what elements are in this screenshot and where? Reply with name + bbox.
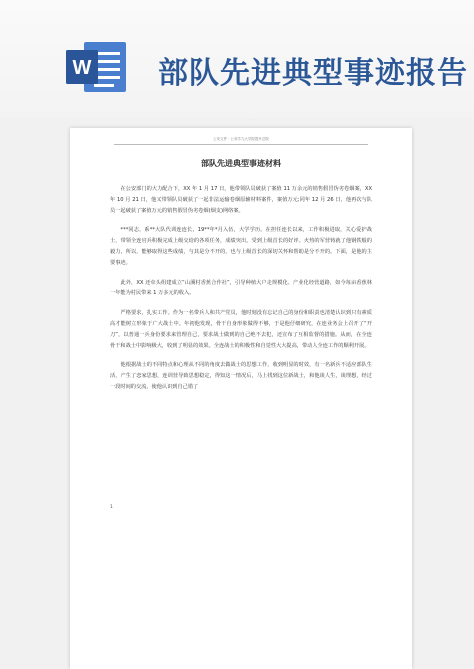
paragraph: 在公安部门的大力配合下，XX 年 1 月 17 日，他带领队员破获了案值 11 万余元的销售假冒伪劣卷烟案，XX 年 10 月 21 日，他又带领队员破获了一起非法运输卷烟原辅材料案件，案值万元;同年 12 月 26 日，他再次与队员一起破获了案值万元的销售假冒伪劣卷烟(烟支)网络案。 [110,186,372,214]
svg-text:W: W [72,57,92,79]
page-header: 公安文件 · 公务学九大学院提升总院 [213,137,269,141]
paragraph: 此外，XX 还牵头组建成立“山溪村香蕉合作社”，引导种植大户走规模化、产业化经营道路，如今每亩香蕉林一年能为村民带来 1 万多元的收入。 [110,279,372,297]
banner-title: 部队先进典型事迹报告 [158,56,468,91]
document-body [110,184,372,402]
document-page [70,128,412,669]
paragraph: 他根据战士的不同特点和心理从不同的角度去做战士的思想工作，收到明显的时效，有一名新兵不适应部队生活，产生了恋家思想，连训营导致思想稳定，得知这一情况后，马上找到这位新战士，和他谈人生，谈理想，经过一段时间的交流，使他认识到自己错了 [110,362,372,390]
document-title: 部队先进典型事迹材料 [201,159,281,168]
page-number: 1 [110,505,113,510]
paragraph: 严格要求，扎实工作。作为一名带兵人和共产党员，他时刻没有忘记自己的身份和职责也清楚认识到只有素质高才能树立形象于广大战士中。年初他发现，骨干自身形象做得不够，于是他仔细研究，在连业务会上召开了“开刀”，以普通一兵身份要求来管理自己，要求战士做到的自己绝不去犯，还宣布了互相监督的措施。从而，在全连骨干和战士中影响极大，收到了明显的效果。全连战士的积极性和自觉性大大提高，带动人全连工作的顺利开展。 [110,310,372,349]
banner [0,0,474,118]
word-document-icon [64,38,128,96]
paragraph: ***同志，系**大队代训连连长，19**年*月入伍，大学学历。在担任连长以来，工作积极进取，关心爱护战士，带领全连官兵积极完成上级交给的各项任务，成绩突出，受到上级首长的好评。火热的军营铸就了他钢铁般的毅力，所以，能够取得这些成绩，与其是分不开的，也与上级首长的深切关怀和帮助是分不开的。下面，是他的主要事迹。 [110,227,372,266]
header-divider [114,144,368,145]
